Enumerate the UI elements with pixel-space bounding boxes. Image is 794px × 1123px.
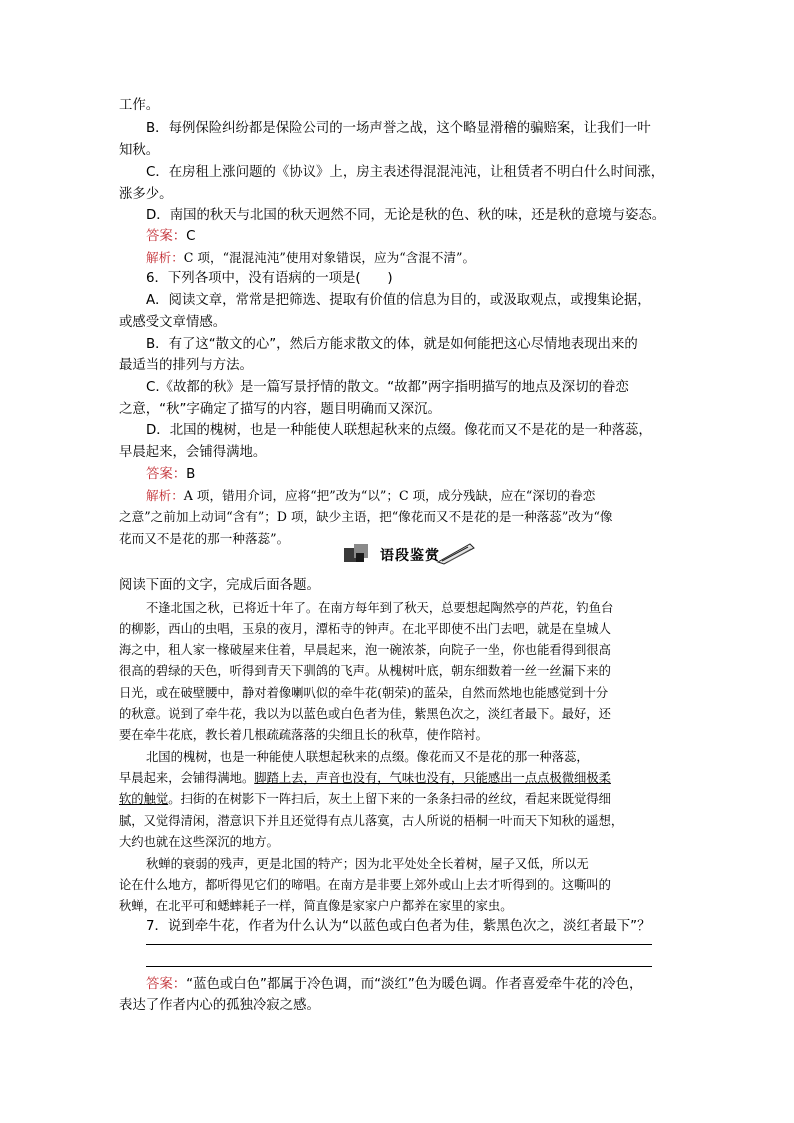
question-6-stem: 6．下列各项中，没有语病的一项是( ) [146, 271, 393, 286]
explanation-label: 解析： [146, 250, 184, 265]
explanation-line [146, 487, 595, 505]
passage-line: 秋蝉的衰弱的残声，更是北国的特产；因为北平处处全长着树，屋子又低，所以无 [146, 857, 589, 871]
passage-text: 早晨起来，会铺得满地。 [119, 771, 255, 785]
underlined-text: 脚踏上去，声音也没有，气味也没有，只能感出一点点极微细极柔 [254, 771, 611, 785]
option-b: B．每例保险纠纷都是保险公司的一场声誉之战，这个略显滑稽的骗赔案，让我们一叶 [146, 121, 651, 136]
text-line: 工作。 [119, 98, 160, 113]
passage-line: 很高的碧绿的天色，听得到青天下驯鸽的飞声。从槐树叶底，朝东细数着一丝一丝漏下来的 [119, 664, 611, 678]
passage-line: 大约也就在这些深沉的地方。 [119, 835, 279, 849]
answer-label: 答案： [146, 467, 187, 482]
answer-value: C [186, 229, 196, 244]
passage-line: 秋蝉，在北平可和蟋蟀耗子一样，简直像是家家户户都养在家里的家虫。 [119, 899, 513, 913]
answer-blank-line [146, 966, 652, 967]
text-line: 或感受文章情感。 [119, 315, 227, 330]
passage-line: 不逢北国之秋，已将近十年了。在南方每年到了秋天，总要想起陶然亭的芦花，钓鱼台 [146, 601, 614, 615]
passage-line: 日光，或在破壁腰中，静对着像喇叭似的牵牛花(朝荣)的蓝朵，自然而然地也能感觉到十分 [119, 686, 609, 700]
passage-line: 北国的槐树，也是一种能使人联想起秋来的点缀。像花而又不是花的那一种落蕊， [146, 750, 589, 764]
passage-line [119, 790, 611, 808]
option-b: B．有了这“散文的心”，然后方能求散文的体，就是如何能把这心尽情地表现出来的 [146, 337, 638, 352]
text-line: 最适当的排列与方法。 [119, 358, 253, 373]
answer-line [146, 976, 642, 994]
text-line: 涨多少。 [119, 187, 173, 202]
explanation-text: C 项，“混混沌沌”使用对象错误，应为“含混不清”。 [183, 250, 476, 265]
answer-text: “蓝色或白色”都属于冷色调，而“淡红”色为暖色调。作者喜爱牵牛花的冷色， [186, 977, 643, 992]
text-line: 早晨起来，会铺得满地。 [119, 445, 267, 460]
option-c: C．在房租上涨问题的《协议》上，房主表述得混混沌沌，让租赁者不明白什么时间涨， [146, 165, 665, 180]
section-banner [342, 542, 477, 566]
option-a: A．阅读文章，常常是把筛选、提取有价值的信息为目的，或汲取观点，或搜集论据， [146, 293, 651, 308]
passage-line: 海之中，租人家一椽破屋来住着，早晨起来，泡一碗浓茶，向院子一坐，你也能看得到很高 [119, 643, 611, 657]
passage-text: 。扫街的在树影下一阵扫后，灰土上留下来的一条条扫帚的丝纹，看起来既觉得细 [168, 792, 611, 806]
explanation-line: 之意”之前加上动词“含有”；D 项，缺少主语，把“像花而又不是花的是一种落蕊”改为“像 [119, 509, 613, 524]
answer-blank-line [146, 944, 652, 945]
answer-label: 答案： [146, 229, 187, 244]
text-line: 知秋。 [119, 143, 160, 158]
passage-line: 的秋意。说到了牵牛花，我以为以蓝色或白色者为佳，紫黑色次之，淡红者最下。最好，还 [119, 707, 611, 721]
passage-line: 要在牵牛花底，教长着几根疏疏落落的尖细且长的秋草，使作陪衬。 [119, 728, 488, 742]
option-d: D．南国的秋天与北国的秋天迥然不同，无论是秋的色、秋的味，还是秋的意境与姿态。 [146, 208, 666, 223]
passage-line: 的柳影，西山的虫唱，玉泉的夜月，潭柘寺的钟声。在北平即使不出门去吧，就是在皇城人 [119, 622, 611, 636]
text-line: 之意，“秋”字确定了描写的内容，题目明确而又深沉。 [119, 402, 441, 417]
answer-value: B [186, 467, 196, 482]
explanation-text: A 项，错用介词，应将“把”改为“以”；C 项，成分残缺，应在“深切的眷恋 [183, 488, 596, 503]
answer-label: 答案： [146, 977, 187, 992]
explanation-label: 解析： [146, 488, 184, 503]
answer-line [146, 466, 195, 484]
option-d: D．北国的槐树，也是一种能使人联想起秋来的点缀。像花而又不是花的是一种落蕊， [146, 423, 652, 438]
explanation-line: 花而又不是花的那一种落蕊”。 [119, 531, 290, 546]
option-c: C.《故都的秋》是一篇写景抒情的散文。“故都”两字指明描写的地点及深切的眷恋 [146, 380, 629, 395]
answer-line [146, 228, 196, 246]
passage-intro: 阅读下面的文字，完成后面各题。 [119, 578, 320, 593]
passage-line: 腻，又觉得清闲，潜意识下并且还觉得有点儿落寞，古人所说的梧桐一叶而天下知秋的遥想， [119, 814, 624, 828]
question-7-stem: 7．说到牵牛花，作者为什么认为“以蓝色或白色者为佳，紫黑色次之，淡红者最下”？ [146, 919, 651, 934]
answer-line: 表达了作者内心的孤独冷寂之感。 [119, 998, 320, 1013]
underlined-text: 软的触觉 [119, 792, 169, 806]
explanation-line [146, 249, 475, 267]
passage-line: 论在什么地方，都听得见它们的啼唱。在南方是非要上郊外或山上去才听得到的。这嘶叫的 [119, 878, 611, 892]
passage-line [119, 769, 611, 787]
section-title: 语段鉴赏 [380, 548, 440, 564]
